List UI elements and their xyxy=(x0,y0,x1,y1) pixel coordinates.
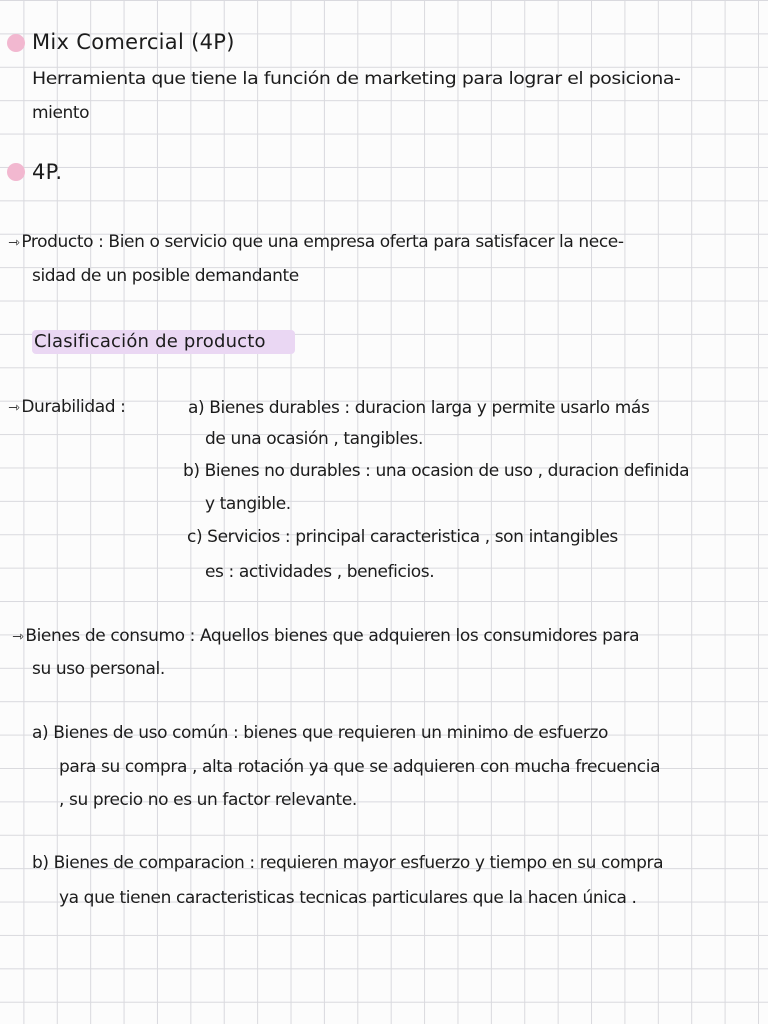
servicios-line-2: es : actividades , beneficios. xyxy=(205,562,435,582)
producto-definition: Producto : Bien o servicio que una empresa oferta para satisfacer la nece- xyxy=(21,232,624,252)
pink-bullet-icon xyxy=(7,34,25,52)
durabilidad-label-text: Durabilidad : xyxy=(21,397,126,417)
intro-line-2: miento xyxy=(32,103,90,123)
durabilidad-label xyxy=(8,395,126,420)
servicios-line-1: c) Servicios : principal caracteristica , son intangibles xyxy=(187,527,618,547)
durables-line-1: a) Bienes durables : duracion larga y permite usarlo más xyxy=(188,398,650,418)
durables-line-2: de una ocasión , tangibles. xyxy=(205,429,423,449)
no-durables-line-2: y tangible. xyxy=(205,494,291,514)
arrow-icon: ⇾ xyxy=(8,235,20,251)
producto-line-2: sidad de un posible demandante xyxy=(32,266,299,286)
intro-line-1: Herramienta que tiene la función de marketing para lograr el posiciona- xyxy=(32,69,681,89)
consumo-definition: Bienes de consumo : Aquellos bienes que adquieren los consumidores para xyxy=(25,626,640,646)
consumo-line-2: su uso personal. xyxy=(32,659,165,679)
arrow-icon: ⇾ xyxy=(8,400,20,416)
producto-line-1 xyxy=(8,230,624,255)
uso-comun-line-1: a) Bienes de uso común : bienes que requieren un minimo de esfuerzo xyxy=(32,723,609,743)
uso-comun-line-3: , su precio no es un factor relevante. xyxy=(59,790,357,810)
consumo-line-1 xyxy=(12,624,639,649)
pink-bullet-icon xyxy=(7,163,25,181)
comparacion-line-1: b) Bienes de comparacion : requieren mayor esfuerzo y tiempo en su compra xyxy=(32,853,664,873)
clasificacion-heading: Clasificación de producto xyxy=(34,331,266,352)
section-4p-heading: 4P. xyxy=(32,160,63,184)
page-title: Mix Comercial (4P) xyxy=(32,30,235,54)
arrow-icon: ⇾ xyxy=(12,629,24,645)
uso-comun-line-2: para su compra , alta rotación ya que se adquieren con mucha frecuencia xyxy=(59,757,661,777)
no-durables-line-1: b) Bienes no durables : una ocasion de uso , duracion definida xyxy=(183,461,690,481)
comparacion-line-2: ya que tienen caracteristicas tecnicas particulares que la hacen única . xyxy=(59,888,637,908)
